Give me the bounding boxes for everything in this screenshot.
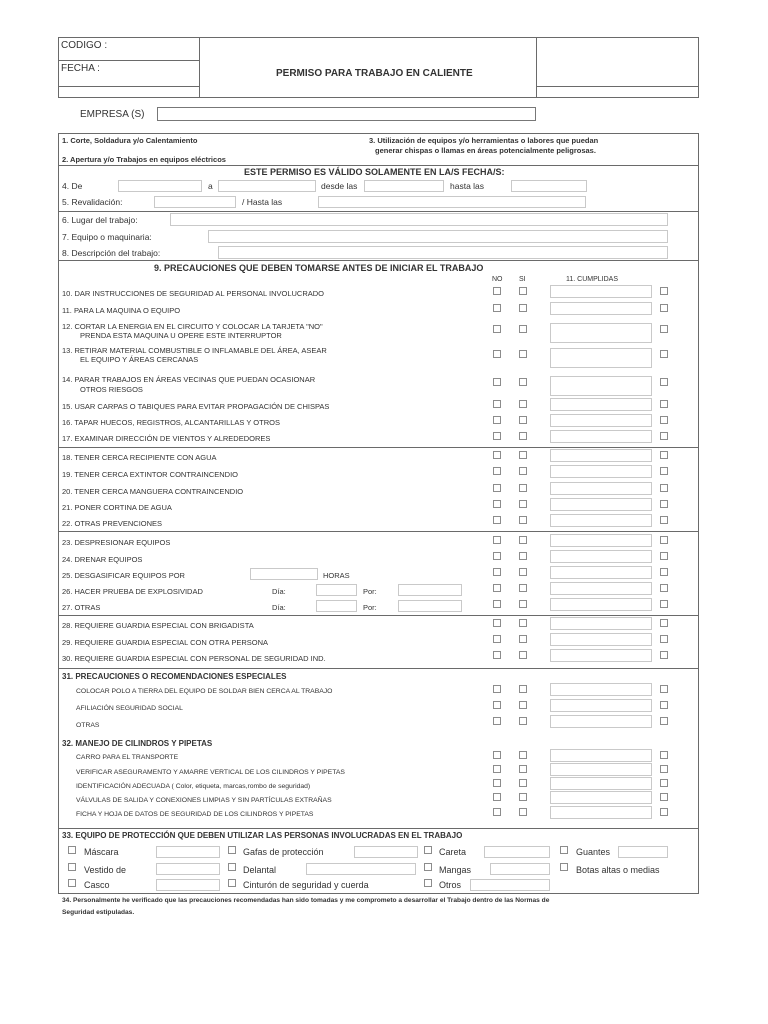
row-28-cumplidas-field[interactable]	[550, 617, 652, 630]
special-row-1-cumplidas-field[interactable]	[550, 683, 652, 696]
cylinder-row-4-no-checkbox[interactable]	[493, 793, 501, 801]
revalidacion-label: 5. Revalidación:	[62, 197, 123, 207]
a-field[interactable]	[218, 180, 316, 192]
row-19-cumplidas-field[interactable]	[550, 465, 652, 478]
cylinder-row-3-label: IDENTIFICACIÓN ADECUADA ( Color, etiqueta, marcas,rombo de seguridad)	[76, 783, 311, 790]
cylinder-row-4-cumplidas-field[interactable]	[550, 791, 652, 804]
ppe-mascara-field[interactable]	[156, 846, 220, 858]
row-17-no-checkbox[interactable]	[493, 432, 501, 440]
row-19-label: 19. TENER CERCA EXTINTOR CONTRAINCENDIO	[62, 470, 239, 479]
equipo-label: 7. Equipo o maquinaria:	[62, 232, 152, 242]
row-25-hours-field[interactable]	[250, 568, 318, 580]
row-19-cumplidas-checkbox[interactable]	[660, 467, 668, 475]
cylinder-row-5-cumplidas-checkbox[interactable]	[660, 808, 668, 816]
special-row-3-cumplidas-checkbox[interactable]	[660, 717, 668, 725]
row-21-si-checkbox[interactable]	[519, 500, 527, 508]
ppe-mangas-checkbox[interactable]	[424, 863, 432, 871]
cylinder-row-4-si-checkbox[interactable]	[519, 793, 527, 801]
row-16-no-checkbox[interactable]	[493, 416, 501, 424]
special-row-1-cumplidas-checkbox[interactable]	[660, 685, 668, 693]
row-13-label: 13. RETIRAR MATERIAL COMBUSTIBLE O INFLAMABLE DEL ÁREA, ASEAR	[62, 346, 327, 355]
ppe-careta-label: Careta	[439, 847, 467, 857]
row-27-si-checkbox[interactable]	[519, 600, 527, 608]
cylinder-row-3-si-checkbox[interactable]	[519, 779, 527, 787]
hasta-label: hasta las	[450, 181, 485, 191]
row-18-cumplidas-checkbox[interactable]	[660, 451, 668, 459]
row-17-cumplidas-field[interactable]	[550, 430, 652, 443]
row-24-cumplidas-checkbox[interactable]	[660, 552, 668, 560]
row-16-label: 16. TAPAR HUECOS, REGISTROS, ALCANTARILLAS Y OTROS	[62, 418, 280, 427]
row-13-si-checkbox[interactable]	[519, 350, 527, 358]
precautions-title: 9. PRECAUCIONES QUE DEBEN TOMARSE ANTES DE INICIAR EL TRABAJO	[154, 263, 484, 273]
ppe-gafas-label: Gafas de protección	[243, 847, 324, 857]
row-27-no-checkbox[interactable]	[493, 600, 501, 608]
ppe-guantes-label: Guantes	[576, 847, 611, 857]
row-25-no-checkbox[interactable]	[493, 568, 501, 576]
row-22-si-checkbox[interactable]	[519, 516, 527, 524]
ppe-careta-checkbox[interactable]	[424, 846, 432, 854]
cylinder-row-3-cumplidas-field[interactable]	[550, 777, 652, 790]
ppe-casco-field[interactable]	[156, 879, 220, 891]
special-row-3-si-checkbox[interactable]	[519, 717, 527, 725]
row-16-cumplidas-checkbox[interactable]	[660, 416, 668, 424]
empresa-field[interactable]	[157, 107, 536, 121]
row-22-label: 22. OTRAS PREVENCIONES	[62, 519, 163, 528]
row-23-cumplidas-checkbox[interactable]	[660, 536, 668, 544]
ppe-guantes-field[interactable]	[618, 846, 668, 858]
declaration-line-1: 34. Personalmente he verificado que las precauciones recomendadas han sido tomadas y me comprometo a desarrollar el Trabajo dentro de las Normas de	[62, 897, 550, 904]
row-30-label: 30. REQUIERE GUARDIA ESPECIAL CON PERSONAL DE SEGURIDAD IND.	[62, 654, 326, 663]
row-12-label: 12. CORTAR LA ENERGIA EN EL CIRCUITO Y COLOCAR LA TARJETA "NO"	[62, 322, 323, 331]
cylinder-row-1-cumplidas-field[interactable]	[550, 749, 652, 762]
special-row-3-no-checkbox[interactable]	[493, 717, 501, 725]
cylinder-row-1-label: CARRO PARA EL TRANSPORTE	[76, 754, 179, 761]
row-12-cumplidas-checkbox[interactable]	[660, 325, 668, 333]
cylinder-row-5-si-checkbox[interactable]	[519, 808, 527, 816]
lugar-label: 6. Lugar del trabajo:	[62, 215, 138, 225]
de-label: 4. De	[62, 181, 83, 191]
row-26-label: 26. HACER PRUEBA DE EXPLOSIVIDAD	[62, 587, 203, 596]
work-type-3: 3. Utilización de equipos y/o herramientas o labores que puedan	[369, 136, 599, 145]
ppe-delantal-checkbox[interactable]	[228, 863, 236, 871]
row-26-dia-label: Día:	[272, 587, 286, 596]
row-12-no-checkbox[interactable]	[493, 325, 501, 333]
col-no: NO	[492, 276, 503, 283]
row-11-no-checkbox[interactable]	[493, 304, 501, 312]
row-13-label-cont: EL EQUIPO Y ÁREAS CERCANAS	[80, 355, 199, 364]
cylinder-row-2-no-checkbox[interactable]	[493, 765, 501, 773]
cylinder-row-1-si-checkbox[interactable]	[519, 751, 527, 759]
row-25-label: 25. DESGASIFICAR EQUIPOS POR	[62, 571, 185, 580]
row-29-cumplidas-field[interactable]	[550, 633, 652, 646]
ppe-delantal-field[interactable]	[306, 863, 416, 875]
row-28-label: 28. REQUIERE GUARDIA ESPECIAL CON BRIGADISTA	[62, 621, 254, 630]
row-21-no-checkbox[interactable]	[493, 500, 501, 508]
row-21-cumplidas-field[interactable]	[550, 498, 652, 511]
special-title: 31. PRECAUCIONES O RECOMENDACIONES ESPECIALES	[62, 672, 287, 681]
special-row-1-si-checkbox[interactable]	[519, 685, 527, 693]
row-18-cumplidas-field[interactable]	[550, 449, 652, 462]
row-26-cumplidas-checkbox[interactable]	[660, 584, 668, 592]
row-26-dia-field[interactable]	[316, 584, 357, 596]
row-27-cumplidas-field[interactable]	[550, 598, 652, 611]
row-14-no-checkbox[interactable]	[493, 378, 501, 386]
row-18-no-checkbox[interactable]	[493, 451, 501, 459]
row-10-label: 10. DAR INSTRUCCIONES DE SEGURIDAD AL PERSONAL INVOLUCRADO	[62, 289, 325, 298]
ppe-cinturon-checkbox[interactable]	[228, 879, 236, 887]
ppe-gafas-field[interactable]	[354, 846, 418, 858]
row-22-cumplidas-field[interactable]	[550, 514, 652, 527]
row-23-label: 23. DESPRESIONAR EQUIPOS	[62, 538, 171, 547]
row-14-si-checkbox[interactable]	[519, 378, 527, 386]
declaration-line-2: Seguridad estipuladas.	[62, 909, 135, 916]
equipo-field[interactable]	[208, 230, 668, 243]
row-22-cumplidas-checkbox[interactable]	[660, 516, 668, 524]
row-17-label: 17. EXAMINAR DIRECCIÓN DE VIENTOS Y ALREDEDORES	[62, 434, 271, 443]
row-26-por-field[interactable]	[398, 584, 462, 596]
ppe-mangas-field[interactable]	[490, 863, 550, 875]
row-27-por-field[interactable]	[398, 600, 462, 612]
row-29-si-checkbox[interactable]	[519, 635, 527, 643]
row-15-cumplidas-field[interactable]	[550, 398, 652, 411]
ppe-casco-checkbox[interactable]	[68, 879, 76, 887]
row-23-cumplidas-field[interactable]	[550, 534, 652, 547]
descripcion-label: 8. Descripción del trabajo:	[62, 248, 161, 258]
row-19-si-checkbox[interactable]	[519, 467, 527, 475]
work-type-1: 1. Corte, Soldadura y/o Calentamiento	[62, 136, 198, 145]
row-12-cumplidas-field[interactable]	[550, 323, 652, 343]
row-17-cumplidas-checkbox[interactable]	[660, 432, 668, 440]
row-15-cumplidas-checkbox[interactable]	[660, 400, 668, 408]
desde-label: desde las	[321, 181, 358, 191]
row-14-cumplidas-checkbox[interactable]	[660, 378, 668, 386]
row-24-label: 24. DRENAR EQUIPOS	[62, 555, 143, 564]
special-row-1-label: COLOCAR POLO A TIERRA DEL EQUIPO DE SOLDAR BIEN CERCA AL TRABAJO	[76, 688, 333, 695]
row-11-label: 11. PARA LA MAQUINA O EQUIPO	[62, 306, 181, 315]
row-27-por-label: Por:	[363, 603, 377, 612]
ppe-delantal-label: Delantal	[243, 865, 277, 875]
page-title: PERMISO PARA TRABAJO EN CALIENTE	[276, 68, 473, 79]
hasta-field[interactable]	[511, 180, 587, 192]
row-30-si-checkbox[interactable]	[519, 651, 527, 659]
row-28-no-checkbox[interactable]	[493, 619, 501, 627]
empresa-label: EMPRESA (S)	[80, 109, 145, 120]
ppe-gafas-checkbox[interactable]	[228, 846, 236, 854]
ppe-botas-label: Botas altas o medias	[576, 865, 660, 875]
ppe-cinturon-label: Cinturón de seguridad y cuerda	[243, 880, 369, 890]
cylinder-row-5-label: FICHA Y HOJA DE DATOS DE SEGURIDAD DE LOS CILINDROS Y PIPETAS	[76, 811, 314, 818]
row-20-cumplidas-field[interactable]	[550, 482, 652, 495]
row-12-si-checkbox[interactable]	[519, 325, 527, 333]
ppe-guantes-checkbox[interactable]	[560, 846, 568, 854]
special-row-1-no-checkbox[interactable]	[493, 685, 501, 693]
fecha-label: FECHA :	[61, 63, 100, 74]
ppe-vestido-field[interactable]	[156, 863, 220, 875]
ppe-mascara-label: Máscara	[84, 847, 119, 857]
row-26-cumplidas-field[interactable]	[550, 582, 652, 595]
work-type-3-cont: generar chispas o llamas en áreas potencialmente peligrosas.	[375, 146, 596, 155]
ppe-otros-field[interactable]	[470, 879, 550, 891]
cylinder-row-3-no-checkbox[interactable]	[493, 779, 501, 787]
cylinder-row-5-cumplidas-field[interactable]	[550, 806, 652, 819]
row-14-cumplidas-field[interactable]	[550, 376, 652, 396]
row-25-horas-label: HORAS	[323, 571, 350, 580]
row-20-label: 20. TENER CERCA MANGUERA CONTRAINCENDIO	[62, 487, 244, 496]
ppe-vestido-checkbox[interactable]	[68, 863, 76, 871]
special-row-2-label: AFILIACIÓN SEGURIDAD SOCIAL	[76, 705, 183, 712]
row-25-cumplidas-field[interactable]	[550, 566, 652, 579]
desde-field[interactable]	[364, 180, 444, 192]
row-26-por-label: Por:	[363, 587, 377, 596]
row-24-cumplidas-field[interactable]	[550, 550, 652, 563]
ppe-careta-field[interactable]	[484, 846, 550, 858]
row-15-si-checkbox[interactable]	[519, 400, 527, 408]
ppe-casco-label: Casco	[84, 880, 110, 890]
row-26-no-checkbox[interactable]	[493, 584, 501, 592]
row-26-si-checkbox[interactable]	[519, 584, 527, 592]
row-29-label: 29. REQUIERE GUARDIA ESPECIAL CON OTRA PERSONA	[62, 638, 269, 647]
row-23-si-checkbox[interactable]	[519, 536, 527, 544]
row-13-cumplidas-field[interactable]	[550, 348, 652, 368]
row-10-cumplidas-field[interactable]	[550, 285, 652, 298]
descripcion-field[interactable]	[218, 246, 668, 259]
row-25-cumplidas-checkbox[interactable]	[660, 568, 668, 576]
revalidacion-field[interactable]	[154, 196, 236, 208]
row-24-si-checkbox[interactable]	[519, 552, 527, 560]
work-type-2: 2. Apertura y/o Trabajos en equipos eléctricos	[62, 155, 226, 164]
row-21-label: 21. PONER CORTINA DE AGUA	[62, 503, 172, 512]
row-29-cumplidas-checkbox[interactable]	[660, 635, 668, 643]
row-14-label-cont: OTROS RIESGOS	[80, 385, 143, 394]
row-28-si-checkbox[interactable]	[519, 619, 527, 627]
row-25-si-checkbox[interactable]	[519, 568, 527, 576]
ppe-vestido-label: Vestido de	[84, 865, 127, 875]
row-20-si-checkbox[interactable]	[519, 484, 527, 492]
special-row-2-no-checkbox[interactable]	[493, 701, 501, 709]
de-field[interactable]	[118, 180, 202, 192]
row-15-label: 15. USAR CARPAS O TABIQUES PARA EVITAR PROPAGACIÓN DE CHISPAS	[62, 402, 330, 411]
row-11-cumplidas-field[interactable]	[550, 302, 652, 315]
row-27-dia-label: Día:	[272, 603, 286, 612]
row-30-cumplidas-field[interactable]	[550, 649, 652, 662]
cylinder-row-2-cumplidas-checkbox[interactable]	[660, 765, 668, 773]
row-27-dia-field[interactable]	[316, 600, 357, 612]
lugar-field[interactable]	[170, 213, 668, 226]
a-label: a	[208, 181, 213, 191]
row-10-cumplidas-checkbox[interactable]	[660, 287, 668, 295]
cylinder-row-1-no-checkbox[interactable]	[493, 751, 501, 759]
col-cumplidas: 11. CUMPLIDAS	[566, 276, 618, 283]
row-18-si-checkbox[interactable]	[519, 451, 527, 459]
row-13-no-checkbox[interactable]	[493, 350, 501, 358]
row-29-no-checkbox[interactable]	[493, 635, 501, 643]
cylinder-row-2-cumplidas-field[interactable]	[550, 763, 652, 776]
special-row-3-label: OTRAS	[76, 722, 100, 729]
cylinder-row-2-label: VERIFICAR ASEGURAMENTO Y AMARRE VERTICAL DE LOS CILINDROS Y PIPETAS	[76, 769, 345, 776]
row-13-cumplidas-checkbox[interactable]	[660, 350, 668, 358]
special-row-2-si-checkbox[interactable]	[519, 701, 527, 709]
row-22-no-checkbox[interactable]	[493, 516, 501, 524]
row-11-si-checkbox[interactable]	[519, 304, 527, 312]
row-20-no-checkbox[interactable]	[493, 484, 501, 492]
col-si: SI	[519, 276, 526, 283]
row-24-no-checkbox[interactable]	[493, 552, 501, 560]
ppe-otros-checkbox[interactable]	[424, 879, 432, 887]
ppe-mangas-label: Mangas	[439, 865, 472, 875]
cylinder-row-5-no-checkbox[interactable]	[493, 808, 501, 816]
row-28-cumplidas-checkbox[interactable]	[660, 619, 668, 627]
ppe-botas-checkbox[interactable]	[560, 863, 568, 871]
ppe-mascara-checkbox[interactable]	[68, 846, 76, 854]
cylinder-row-1-cumplidas-checkbox[interactable]	[660, 751, 668, 759]
row-21-cumplidas-checkbox[interactable]	[660, 500, 668, 508]
row-15-no-checkbox[interactable]	[493, 400, 501, 408]
hasta-las-field[interactable]	[318, 196, 586, 208]
special-row-3-cumplidas-field[interactable]	[550, 715, 652, 728]
row-30-no-checkbox[interactable]	[493, 651, 501, 659]
cylinder-row-4-cumplidas-checkbox[interactable]	[660, 793, 668, 801]
row-16-cumplidas-field[interactable]	[550, 414, 652, 427]
cylinder-row-2-si-checkbox[interactable]	[519, 765, 527, 773]
row-14-label: 14. PARAR TRABAJOS EN ÁREAS VECINAS QUE PUEDAN OCASIONAR	[62, 375, 316, 384]
row-27-label: 27. OTRAS	[62, 603, 101, 612]
row-16-si-checkbox[interactable]	[519, 416, 527, 424]
row-27-cumplidas-checkbox[interactable]	[660, 600, 668, 608]
codigo-label: CODIGO :	[61, 40, 108, 51]
ppe-title: 33. EQUIPO DE PROTECCIÓN QUE DEBEN UTILIZAR LAS PERSONAS INVOLUCRADAS EN EL TRABAJO	[62, 831, 463, 840]
row-10-no-checkbox[interactable]	[493, 287, 501, 295]
row-18-label: 18. TENER CERCA RECIPIENTE CON AGUA	[62, 453, 217, 462]
row-17-si-checkbox[interactable]	[519, 432, 527, 440]
cylinders-title: 32. MANEJO DE CILINDROS Y PIPETAS	[62, 739, 213, 748]
cylinder-row-4-label: VÁLVULAS DE SALIDA Y CONEXIONES LIMPIAS Y SIN PARTÍCULAS EXTRAÑAS	[76, 797, 332, 804]
row-11-cumplidas-checkbox[interactable]	[660, 304, 668, 312]
row-23-no-checkbox[interactable]	[493, 536, 501, 544]
ppe-otros-label: Otros	[439, 880, 462, 890]
hasta-las-label: / Hasta las	[242, 197, 283, 207]
row-12-label-cont: PRENDA ESTA MAQUINA U OPERE ESTE INTERRUPTOR	[80, 331, 282, 340]
cylinder-row-3-cumplidas-checkbox[interactable]	[660, 779, 668, 787]
validity-banner: ESTE PERMISO ES VÁLIDO SOLAMENTE EN LA/S FECHA/S:	[244, 167, 505, 177]
row-10-si-checkbox[interactable]	[519, 287, 527, 295]
row-19-no-checkbox[interactable]	[493, 467, 501, 475]
row-20-cumplidas-checkbox[interactable]	[660, 484, 668, 492]
special-row-2-cumplidas-checkbox[interactable]	[660, 701, 668, 709]
special-row-2-cumplidas-field[interactable]	[550, 699, 652, 712]
row-30-cumplidas-checkbox[interactable]	[660, 651, 668, 659]
